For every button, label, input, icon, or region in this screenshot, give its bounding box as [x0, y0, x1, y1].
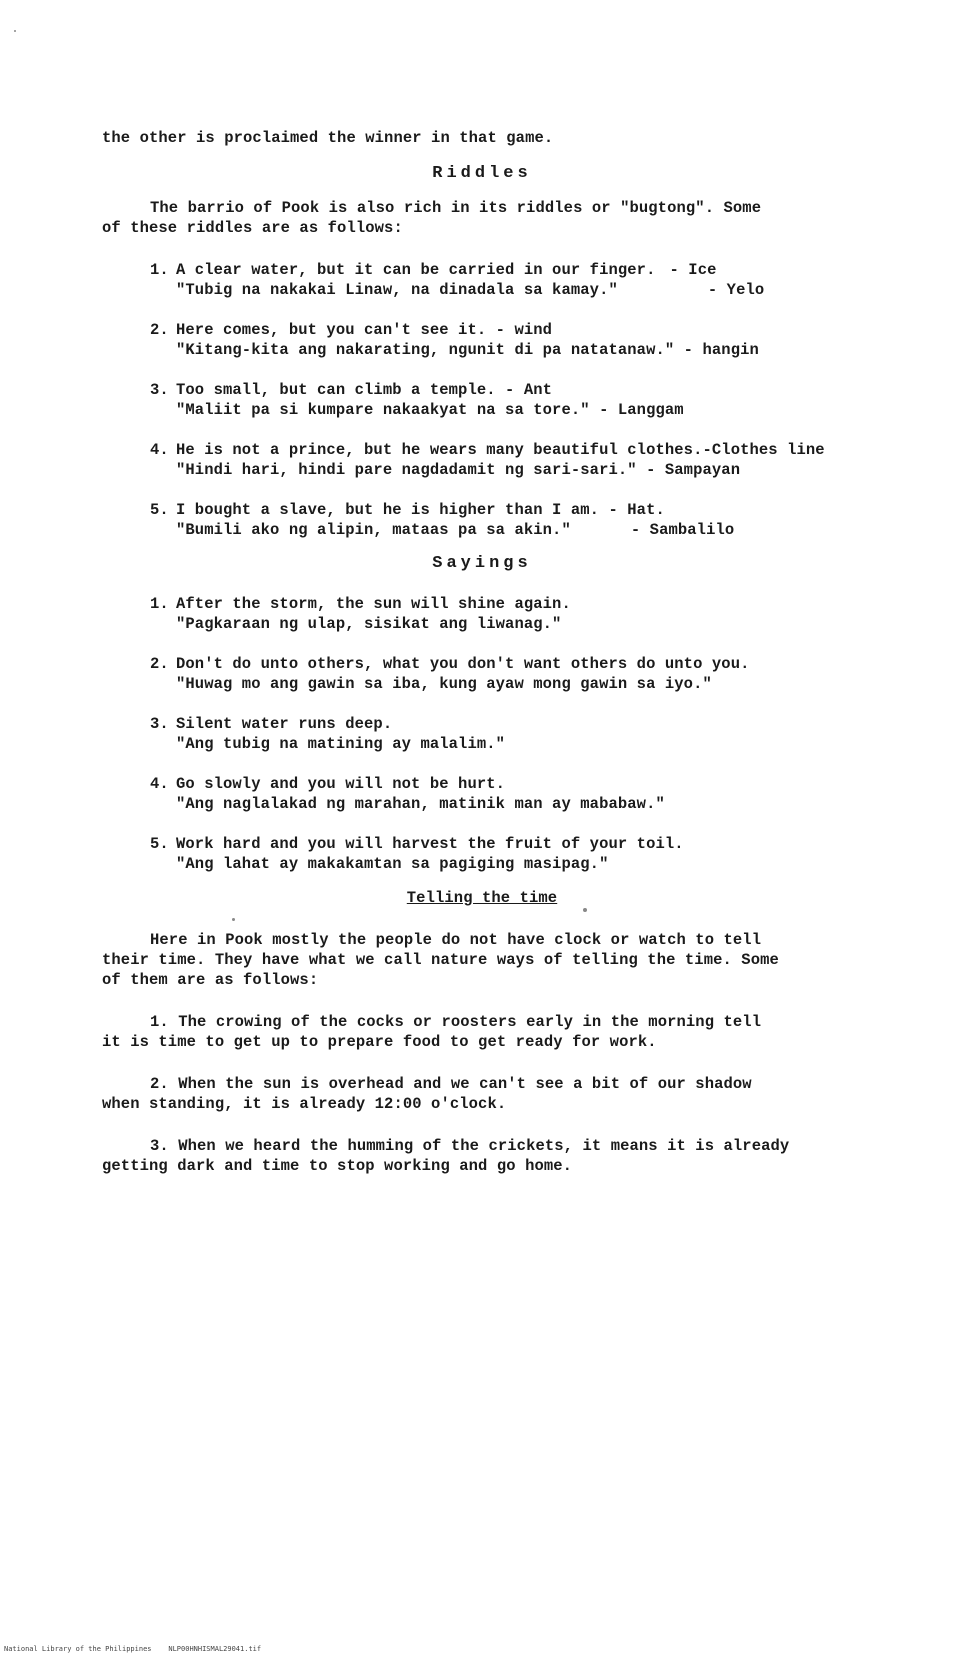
riddle-english: Here comes, but you can't see it. - wind: [176, 321, 553, 339]
scan-footer: [4, 1645, 261, 1653]
riddles-list: [102, 260, 862, 540]
opening-line: the other is proclaimed the winner in that game.: [102, 129, 554, 147]
telling-time-item: [102, 1136, 862, 1176]
telling-time-intro-line: Here in Pook mostly the people do not have clock or watch to tell: [150, 931, 762, 949]
saying-tagalog: "Huwag mo ang gawin sa iba, kung ayaw mong gawin sa iyo.": [176, 675, 712, 693]
footer-file: NLP00HNHISMAL29041.tif: [168, 1645, 262, 1653]
riddle-tagalog-answer: - Yelo: [707, 281, 765, 299]
riddles-title: Riddles: [432, 164, 532, 183]
riddles-intro: [102, 198, 862, 238]
riddle-tagalog-answer: - Sambalilo: [630, 521, 735, 539]
riddle-tagalog: "Kitang-kita ang nakarating, ngunit di pa natatanaw." - hangin: [176, 341, 759, 359]
riddle-number: 2.: [150, 321, 169, 339]
saying-number: 4.: [150, 775, 169, 793]
saying-number: 1.: [150, 595, 169, 613]
telling-time-title: Telling the time: [406, 889, 558, 907]
telling-time-text: When the sun is overhead and we can't see a bit of our shadow: [178, 1075, 752, 1093]
riddle-item: [102, 380, 862, 420]
riddle-number: 4.: [150, 441, 169, 459]
telling-time-number: 1.: [150, 1013, 169, 1031]
scan-speck: [14, 30, 16, 32]
riddles-intro-line: The barrio of Pook is also rich in its riddles or "bugtong". Some: [150, 199, 762, 217]
riddle-english: He is not a prince, but he wears many beautiful clothes.-Clothes line: [176, 441, 825, 459]
riddle-number: 1.: [150, 261, 169, 279]
footer-library: National Library of the Philippines: [4, 1645, 152, 1653]
telling-time-text: it is time to get up to prepare food to get ready for work.: [102, 1033, 657, 1051]
riddle-item: [102, 500, 862, 540]
riddle-tagalog: "Maliit pa si kumpare nakaakyat na sa tore." - Langgam: [176, 401, 684, 419]
saying-tagalog: "Ang lahat ay makakamtan sa pagiging masipag.": [176, 855, 609, 873]
scan-speck: [232, 918, 235, 921]
saying-english: Don't do unto others, what you don't want others do unto you.: [176, 655, 750, 673]
riddle-tagalog: "Bumili ako ng alipin, mataas pa sa akin.": [176, 521, 571, 539]
riddle-number: 5.: [150, 501, 169, 519]
saying-tagalog: "Pagkaraan ng ulap, sisikat ang liwanag.": [176, 615, 562, 633]
telling-time-intro: [102, 930, 862, 990]
saying-tagalog: "Ang tubig na matining ay malalim.": [176, 735, 506, 753]
scan-speck: [583, 908, 587, 912]
telling-time-text: When we heard the humming of the crickets, it means it is already: [178, 1137, 790, 1155]
saying-english: Work hard and you will harvest the fruit of your toil.: [176, 835, 684, 853]
riddle-tagalog: "Hindi hari, hindi pare nagdadamit ng sari-sari." - Sampayan: [176, 461, 741, 479]
document-body: [102, 128, 862, 1198]
telling-time-intro-line: of them are as follows:: [102, 971, 319, 989]
riddle-item: [102, 320, 862, 360]
telling-time-number: 3.: [150, 1137, 169, 1155]
saying-item: [102, 594, 862, 634]
telling-time-item: [102, 1012, 862, 1052]
saying-tagalog: "Ang naglalakad ng marahan, matinik man ay mababaw.": [176, 795, 665, 813]
telling-time-item: [102, 1074, 862, 1114]
riddle-english: I bought a slave, but he is higher than I am. - Hat.: [176, 501, 665, 519]
saying-english: Silent water runs deep.: [176, 715, 393, 733]
sayings-list: [102, 594, 862, 874]
riddle-english-answer: - Ice: [669, 261, 717, 279]
saying-item: [102, 774, 862, 814]
riddle-tagalog: "Tubig na nakakai Linaw, na dinadala sa kamay.": [176, 281, 618, 299]
riddles-intro-line: of these riddles are as follows:: [102, 219, 403, 237]
saying-english: After the storm, the sun will shine again.: [176, 595, 571, 613]
saying-number: 3.: [150, 715, 169, 733]
sayings-title: Sayings: [432, 554, 532, 573]
saying-item: [102, 654, 862, 694]
saying-number: 2.: [150, 655, 169, 673]
riddle-item: [102, 440, 862, 480]
telling-time-text: The crowing of the cocks or roosters early in the morning tell: [178, 1013, 762, 1031]
telling-time-number: 2.: [150, 1075, 169, 1093]
saying-item: [102, 714, 862, 754]
riddle-number: 3.: [150, 381, 169, 399]
saying-english: Go slowly and you will not be hurt.: [176, 775, 506, 793]
telling-time-intro-line: their time. They have what we call nature ways of telling the time. Some: [102, 951, 779, 969]
saying-item: [102, 834, 862, 874]
riddle-english: Too small, but can climb a temple. - Ant: [176, 381, 553, 399]
telling-time-text: getting dark and time to stop working and go home.: [102, 1157, 573, 1175]
saying-number: 5.: [150, 835, 169, 853]
riddle-item: [102, 260, 862, 300]
telling-time-text: when standing, it is already 12:00 o'clock.: [102, 1095, 507, 1113]
riddle-english: A clear water, but it can be carried in our finger.: [176, 261, 656, 279]
